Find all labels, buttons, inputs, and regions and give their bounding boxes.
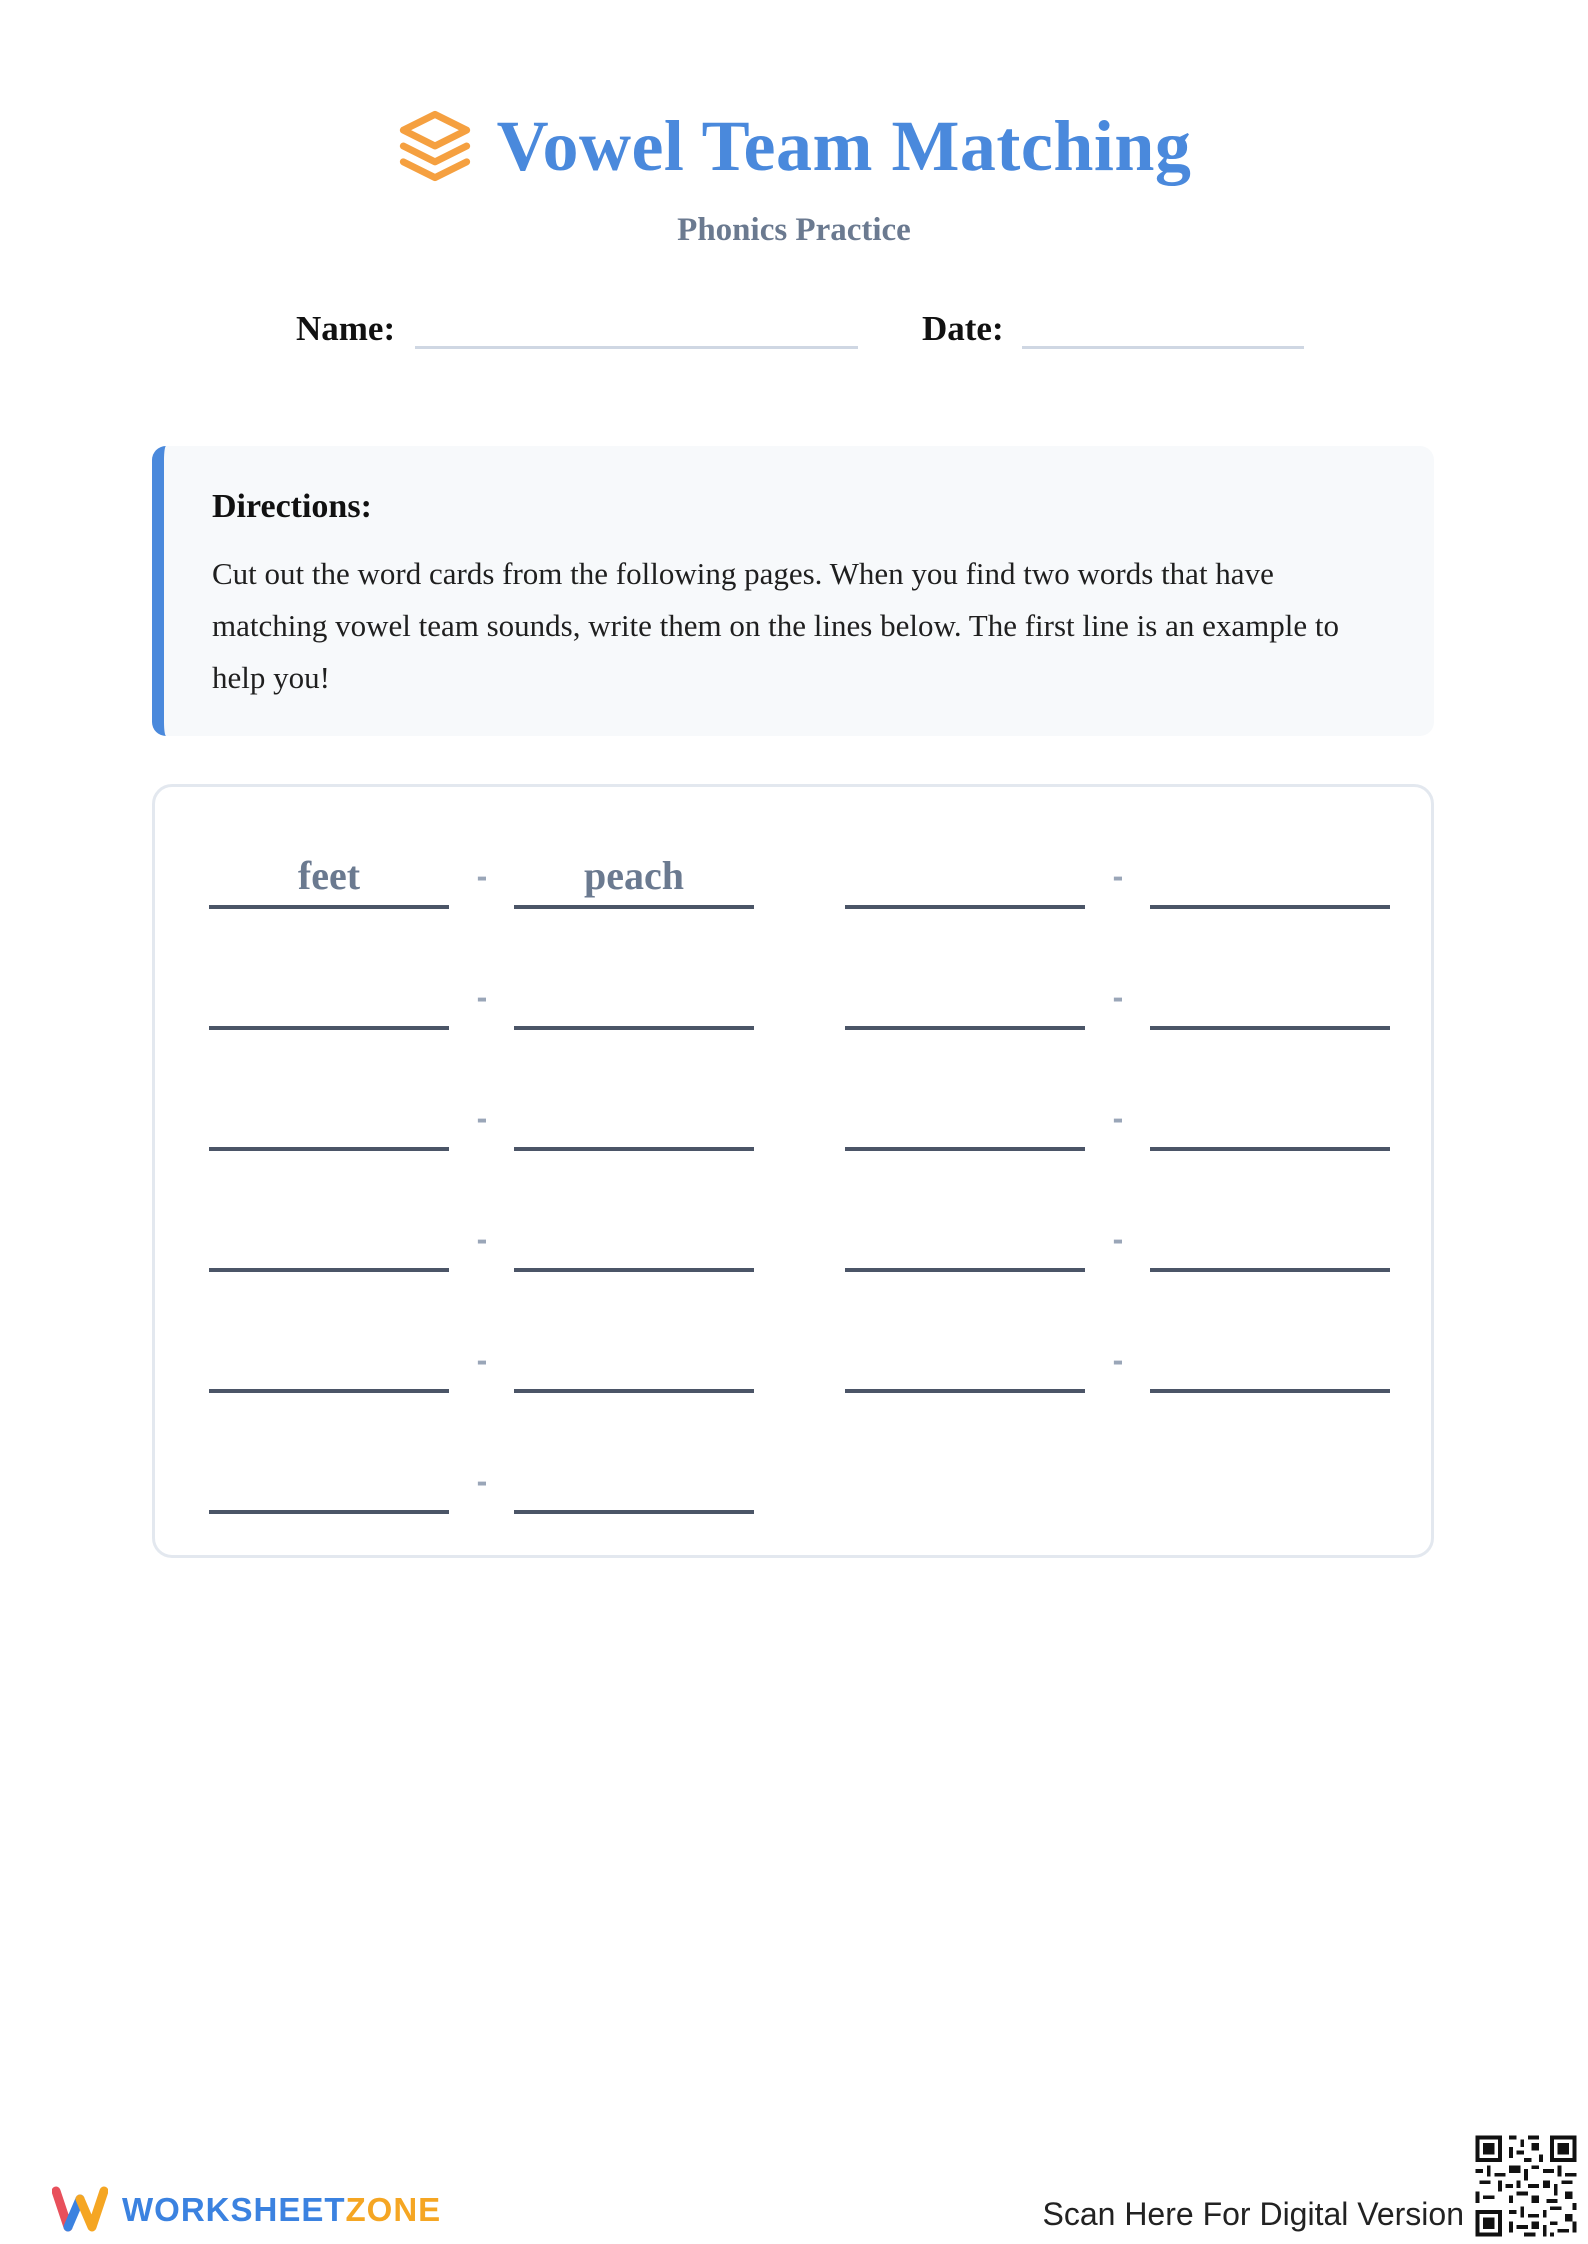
brand-name (122, 2190, 442, 2228)
title-row (0, 108, 1588, 184)
answer-line-first[interactable] (845, 968, 1085, 1030)
answer-line-first[interactable] (209, 1331, 449, 1393)
answer-line-first[interactable] (845, 1331, 1085, 1393)
qr-code-icon[interactable] (1472, 2132, 1580, 2240)
answer-line-second[interactable]: peach (514, 847, 754, 909)
name-label: Name: (296, 309, 396, 348)
word-pair (209, 1331, 754, 1393)
word-pair (845, 847, 1390, 909)
answer-line-first[interactable] (845, 1210, 1085, 1272)
word-pair (845, 968, 1390, 1030)
answer-line-second[interactable] (1150, 1331, 1390, 1393)
pair-separator: - (476, 858, 488, 894)
date-field[interactable] (1022, 346, 1304, 349)
pair-separator: - (476, 1221, 488, 1257)
pair-separator: - (476, 1463, 488, 1499)
directions-text: Cut out the word cards from the following pages. When you find two words that have matching vowel team sounds, write them on the lines below. The first line is an example to help you! (212, 556, 1339, 695)
page-title: Vowel Team Matching (496, 106, 1192, 186)
word-pair (845, 1089, 1390, 1151)
pair-separator: - (1112, 858, 1124, 894)
answer-line-first[interactable] (209, 1210, 449, 1272)
date-label: Date: (922, 309, 1004, 348)
answer-line-second[interactable] (1150, 847, 1390, 909)
answer-line-first[interactable] (209, 968, 449, 1030)
answer-line-first[interactable] (845, 1089, 1085, 1151)
answer-line-second[interactable] (514, 1089, 754, 1151)
brand-footer (52, 2183, 441, 2235)
pair-separator: - (1112, 1221, 1124, 1257)
pair-separator: - (1112, 1342, 1124, 1378)
pair-separator: - (1112, 1100, 1124, 1136)
answer-line-first[interactable] (209, 1452, 449, 1514)
directions-heading: Directions: (212, 488, 372, 525)
answer-line-second[interactable] (514, 1452, 754, 1514)
pair-separator: - (476, 979, 488, 1015)
answer-line-second[interactable] (1150, 1089, 1390, 1151)
layers-icon (397, 108, 473, 184)
scan-instruction: Scan Here For Digital Version (1042, 2196, 1464, 2232)
word-pair (209, 1452, 754, 1514)
worksheetzone-logo (52, 2183, 108, 2235)
directions-box (152, 446, 1434, 736)
word-pair (845, 1331, 1390, 1393)
answer-line-second[interactable] (1150, 968, 1390, 1030)
pair-separator: - (476, 1342, 488, 1378)
answer-line-first[interactable]: feet (209, 847, 449, 909)
word-pair (209, 968, 754, 1030)
answer-line-first[interactable] (845, 847, 1085, 909)
word-pair (845, 1210, 1390, 1272)
answer-line-second[interactable] (514, 968, 754, 1030)
brand-name-part1: WORKSHEET (122, 2190, 346, 2228)
pair-separator: - (1112, 979, 1124, 1015)
pair-separator: - (476, 1100, 488, 1136)
word-pair (209, 1089, 754, 1151)
word-pair (209, 847, 754, 909)
brand-name-part2: ZONE (345, 2190, 442, 2228)
word-pair (209, 1210, 754, 1272)
answer-lines-box (152, 784, 1434, 1558)
answer-line-second[interactable] (514, 1210, 754, 1272)
name-field[interactable] (415, 346, 858, 349)
answer-line-first[interactable] (209, 1089, 449, 1151)
answer-line-second[interactable] (514, 1331, 754, 1393)
page-subtitle: Phonics Practice (677, 212, 911, 248)
answer-line-second[interactable] (1150, 1210, 1390, 1272)
